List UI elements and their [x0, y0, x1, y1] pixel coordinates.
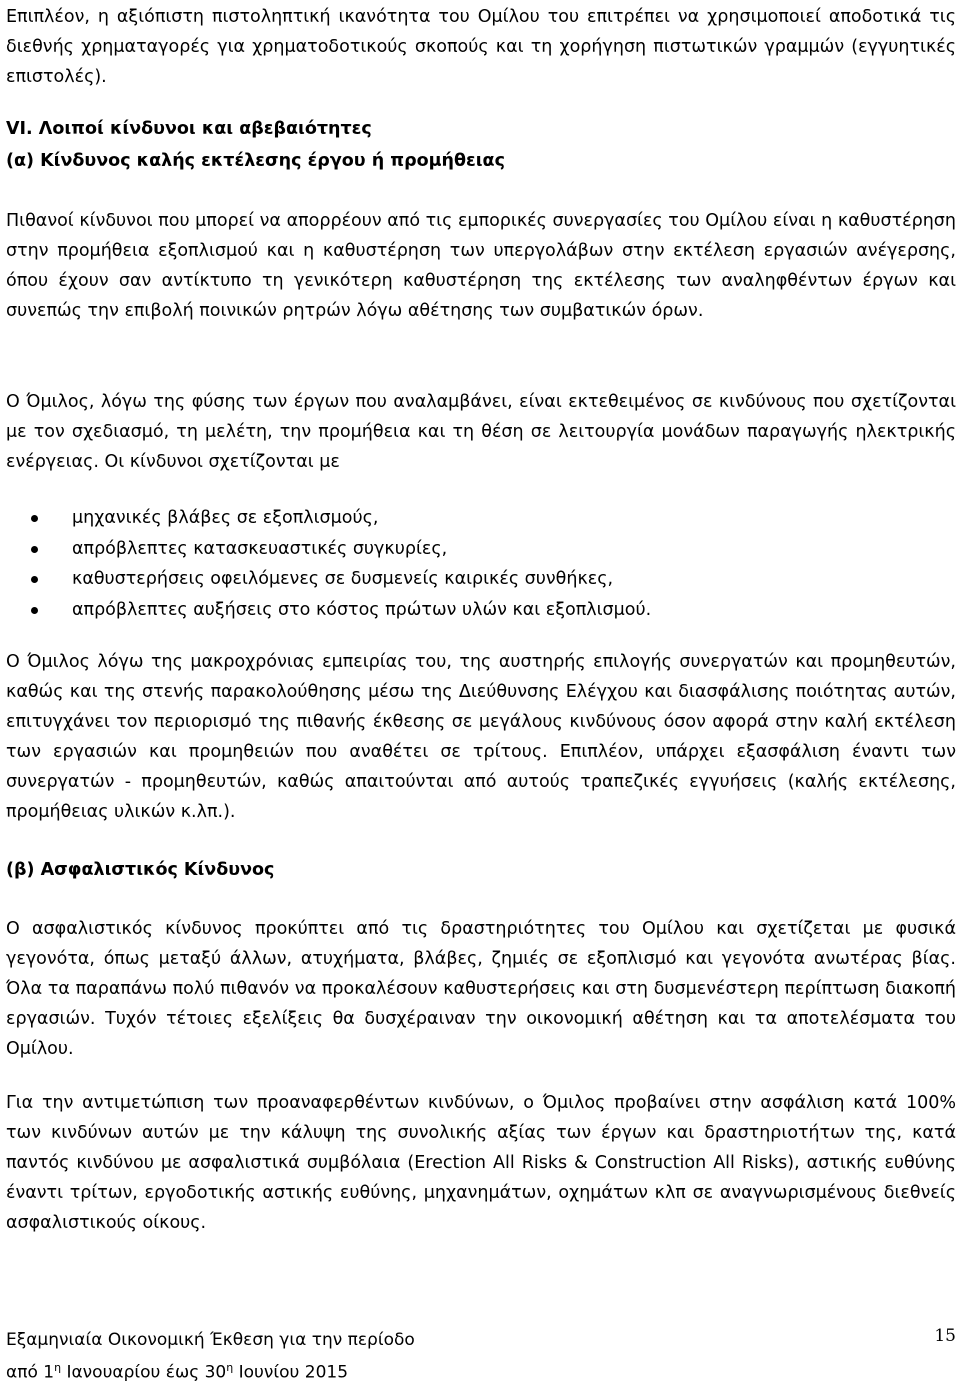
intro-text: Επιπλέον, η αξιόπιστη πιστοληπτική ικανότητα του Ομίλου του επιτρέπει να χρησιμοποιεί αποδοτικά τις διεθνής χρηματαγορές για χρηματοδοτικούς σκοπούς και τη χορήγηση πιστωτικών γραμμών (εγγυητικές επιστολές).	[6, 7, 956, 87]
paragraph-exposure	[6, 387, 956, 477]
subsection-heading-a: (α) Κίνδυνος καλής εκτέλεσης έργου ή προμήθειας	[6, 151, 505, 171]
page-footer	[6, 1326, 956, 1387]
paragraph-text: Ο ασφαλιστικός κίνδυνος προκύπτει από τις δραστηριότητες του Ομίλου και σχετίζεται με φυσικά γεγονότα, όπως μεταξύ άλλων, ατυχήματα, βλάβες, ζημιές σε εξοπλισμό και γεγονότα ανωτέρας βίας. Όλα τα παραπάνω πολύ πιθανόν να προκαλέσουν καθυστερήσεις και στη δυσμενέστερη περίπτωση διακοπή εργασιών. Τυχόν τέτοιες εξελίξεις θα δυσχέραιναν την οικονομική αθέτηση και τα αποτελέσματα του Ομίλου.	[6, 919, 956, 1059]
footer-title: Εξαμηνιαία Οικονομική Έκθεση για την περίοδο	[6, 1330, 415, 1350]
intro-paragraph	[6, 2, 956, 92]
bullet-icon	[31, 576, 38, 583]
bullet-icon	[31, 515, 38, 522]
paragraph-text: Ο Όμιλος, λόγω της φύσης των έργων που αναλαμβάνει, είναι εκτεθειμένος σε κινδύνους που σχετίζονται με τον σχεδιασμό, τη μελέτη, την προμήθεια και τη θέση σε λειτουργία μονάδων παραγωγής ηλεκτρικής ενέργειας. Οι κίνδυνοι σχετίζονται με	[6, 392, 956, 472]
bullet-icon	[31, 546, 38, 553]
section-heading: VI. Λοιποί κίνδυνοι και αβεβαιότητες	[6, 119, 372, 139]
list-item-text: απρόβλεπτες κατασκευαστικές συγκυρίες,	[72, 538, 448, 559]
paragraph-mitigation	[6, 647, 956, 827]
paragraph-insurance-risk	[6, 914, 956, 1064]
list-item	[6, 534, 651, 565]
list-item	[6, 564, 651, 595]
bullet-icon	[31, 607, 38, 614]
list-item-text: μηχανικές βλάβες σε εξοπλισμούς,	[72, 508, 379, 528]
paragraph-risks	[6, 206, 956, 326]
paragraph-text: Για την αντιμετώπιση των προαναφερθέντων κινδύνων, ο Όμιλος προβαίνει στην ασφάλιση κατά 100% των κινδύνων αυτών με την κάλυψη της συνολικής αξίας των έργων και δραστηριοτήτων της, κατά παντός κινδύνου με ασφαλιστικά συμβόλαια (Erection All Risks & Construction All Risks), αστικής ευθύνης έναντι τρίτων, εργοδοτικής αστικής ευθύνης, μηχανημάτων, οχημάτων κλπ σε αναγνωρισμένους διεθνείς ασφαλιστικούς οίκους.	[6, 1093, 956, 1233]
paragraph-insurance-coverage	[6, 1088, 956, 1238]
list-item-text: καθυστερήσεις οφειλόμενες σε δυσμενείς καιρικές συνθήκες,	[72, 569, 614, 589]
list-item-text: απρόβλεπτες αυξήσεις στο κόστος πρώτων υλών και εξοπλισμού.	[72, 599, 652, 620]
footer-period: από $1^\eta$ Ιανουαρίου έως $30^\eta$ Ιουνίου 2015	[6, 1361, 349, 1383]
page-number: 15	[934, 1326, 956, 1346]
paragraph-text: Ο Όμιλος λόγω της μακροχρόνιας εμπειρίας του, της αυστηρής επιλογής συνεργατών και προμηθευτών, καθώς και της στενής παρακολούθησης μέσω της Διεύθυνσης Ελέγχου και διασφάλισης ποιότητας αυτών, επιτυγχάνει τον περιορισμό της πιθανής έκθεσης σε μεγάλους κινδύνους όσον αφορά στην καλή εκτέλεση των εργασιών και προμηθειών που αναθέτει σε τρίτους. Επιπλέον, υπάρχει εξασφάλιση έναντι των συνεργατών - προμηθευτών, καθώς απαιτούνται από αυτούς τραπεζικές εγγυήσεις (καλής εκτέλεσης, προμήθειας υλικών κ.λπ.).	[6, 652, 956, 822]
risk-bullet-list	[6, 503, 651, 625]
paragraph-text: Πιθανοί κίνδυνοι που μπορεί να απορρέουν από τις εμπορικές συνεργασίες του Ομίλου είναι η καθυστέρηση στην προμήθεια εξοπλισμού και η καθυστέρηση των υπεργολάβων στην εκτέλεση εργασιών ανέγερσης, όπου έχουν σαν αντίκτυπο τη γενικότερη καθυστέρηση της εκτέλεσης των αναληφθέντων έργων και συνεπώς την επιβολή ποινικών ρητρών λόγω αθέτησης των συμβατικών όρων.	[6, 211, 956, 321]
subsection-heading-b: (β) Ασφαλιστικός Κίνδυνος	[6, 860, 275, 880]
list-item	[6, 503, 651, 534]
list-item	[6, 595, 651, 626]
